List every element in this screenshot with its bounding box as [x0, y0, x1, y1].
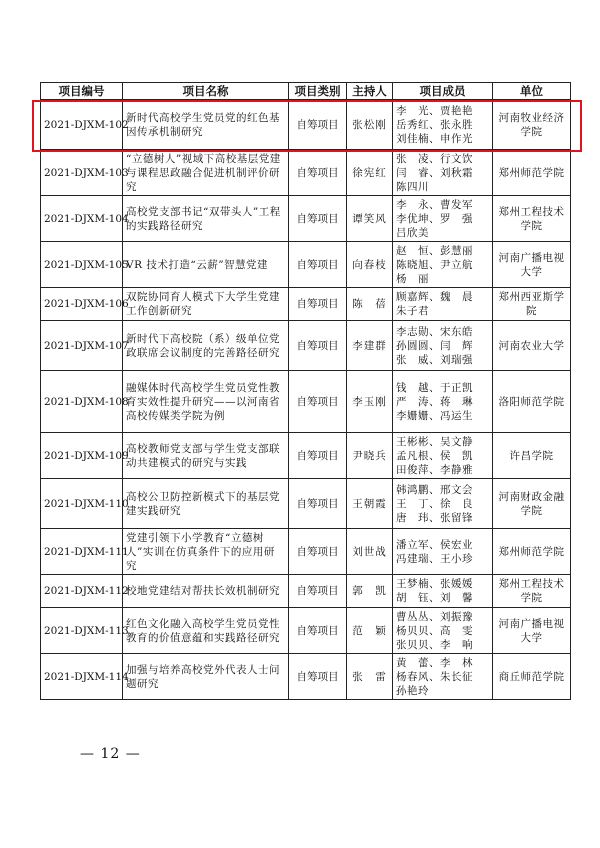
member-line: 陈四川: [396, 180, 429, 193]
cell-category: 自筹项目: [289, 321, 347, 371]
table-row: [41, 608, 571, 654]
cell-code: 2021-DJXM-105: [41, 242, 123, 288]
member-line: 李优坤、罗 强: [396, 212, 473, 225]
cell-unit: 郑州师范学院: [493, 529, 571, 575]
cell-host: 向春枝: [347, 242, 393, 288]
table-row: [41, 288, 571, 321]
member-line: 潘立军、侯宏业: [396, 538, 473, 551]
cell-code: 2021-DJXM-112: [41, 575, 123, 608]
cell-name: 校地党建结对帮扶长效机制研究: [123, 575, 289, 608]
table-row: [41, 575, 571, 608]
cell-members: [393, 479, 493, 529]
cell-category: 自筹项目: [289, 529, 347, 575]
cell-name: 加强与培养高校党外代表人士问题研究: [123, 654, 289, 700]
cell-members: [393, 150, 493, 196]
cell-category: 自筹项目: [289, 150, 347, 196]
table-row: [41, 196, 571, 242]
cell-members: [393, 575, 493, 608]
cell-code: 2021-DJXM-111: [41, 529, 123, 575]
member-line: 杨 丽: [396, 272, 429, 285]
cell-name: 高校教师党支部与学生党支部联动共建模式的研究与实践: [123, 433, 289, 479]
cell-category: 自筹项目: [289, 288, 347, 321]
member-line: 胡 钰、刘 馨: [396, 592, 473, 604]
member-line: 严 涛、蒋 琳: [396, 395, 473, 408]
project-table: [40, 82, 571, 700]
member-line: 田俊萍、李静雅: [396, 463, 473, 476]
table-header: [41, 83, 571, 100]
cell-members: [393, 321, 493, 371]
member-line: 杨春风、朱长征: [396, 670, 473, 683]
member-line: 黄 蕾、李 林: [396, 656, 473, 669]
member-line: 曹丛丛、刘振豫: [396, 610, 473, 623]
table-row: [41, 321, 571, 371]
cell-host: 李建群: [347, 321, 393, 371]
cell-category: 自筹项目: [289, 100, 347, 150]
member-line: 陈晓旭、尹立航: [396, 258, 473, 271]
member-line: 孙艳玲: [396, 684, 429, 697]
cell-name: 双院协同育人模式下大学生党建工作创新研究: [123, 288, 289, 321]
page-number: — 12 —: [80, 746, 141, 762]
cell-host: 郭 凯: [347, 575, 393, 608]
cell-code: 2021-DJXM-104: [41, 196, 123, 242]
cell-unit: 河南农业大学: [493, 321, 571, 371]
cell-name: 高校党支部书记“双带头人”工程的实践路径研究: [123, 196, 289, 242]
cell-category: 自筹项目: [289, 196, 347, 242]
table-row: [41, 100, 571, 150]
cell-members: [393, 371, 493, 433]
cell-members: [393, 529, 493, 575]
cell-name: 高校公卫防控新模式下的基层党建实践研究: [123, 479, 289, 529]
header-row: [41, 83, 571, 100]
cell-unit: 郑州师范学院: [493, 150, 571, 196]
member-line: 刘佳楠、申作光: [396, 132, 473, 145]
member-line: 唐 玮、张留锋: [396, 511, 473, 524]
member-line: 王梦楠、张媛媛: [396, 578, 473, 590]
cell-unit: 郑州工程技术学院: [493, 575, 571, 608]
cell-category: 自筹项目: [289, 608, 347, 654]
table-body: [41, 100, 571, 700]
cell-host: 谭笑风: [347, 196, 393, 242]
cell-code: 2021-DJXM-107: [41, 321, 123, 371]
cell-host: 徐宪红: [347, 150, 393, 196]
cell-host: 范 颖: [347, 608, 393, 654]
member-line: 吕欣美: [396, 226, 429, 239]
cell-unit: 洛阳师范学院: [493, 371, 571, 433]
cell-unit: 商丘师范学院: [493, 654, 571, 700]
member-line: 岳秀红、张永胜: [396, 118, 473, 131]
member-line: 张 威、刘瑞强: [396, 353, 473, 366]
header-host: 主持人: [347, 83, 393, 100]
cell-unit: 郑州工程技术学院: [493, 196, 571, 242]
cell-code: 2021-DJXM-113: [41, 608, 123, 654]
header-members: 项目成员: [393, 83, 493, 100]
header-unit: 单位: [493, 83, 571, 100]
cell-name: 融媒体时代高校学生党员党性教育实效性提升研究——以河南省高校传媒类学院为例: [123, 371, 289, 433]
header-name: 项目名称: [123, 83, 289, 100]
cell-code: 2021-DJXM-102: [41, 100, 123, 150]
member-line: 孟凡根、侯 凯: [396, 449, 473, 462]
cell-members: [393, 242, 493, 288]
table-row: [41, 529, 571, 575]
cell-unit: 河南牧业经济学院: [493, 100, 571, 150]
cell-name: 新时代高校学生党员党的红色基因传承机制研究: [123, 100, 289, 150]
cell-name: 党建引领下小学教育“立德树人”实训在仿真条件下的应用研究: [123, 529, 289, 575]
cell-code: 2021-DJXM-114: [41, 654, 123, 700]
cell-members: [393, 608, 493, 654]
cell-category: 自筹项目: [289, 654, 347, 700]
member-line: 王彬彬、吴文静: [396, 435, 473, 448]
cell-members: [393, 288, 493, 321]
cell-name: VR 技术打造“云薪”智慧党建: [123, 242, 289, 288]
cell-unit: 郑州西亚斯学院: [493, 288, 571, 321]
member-line: 王 丁、徐 良: [396, 497, 473, 510]
table-row: [41, 479, 571, 529]
member-line: 李 永、曹发军: [396, 198, 473, 211]
cell-category: 自筹项目: [289, 575, 347, 608]
cell-name: 新时代下高校院（系）级单位党政联席会议制度的完善路径研究: [123, 321, 289, 371]
member-line: 张 凌、行文饮: [396, 152, 473, 165]
member-line: 钱 越、于正凯: [396, 381, 473, 394]
cell-unit: 河南广播电视大学: [493, 242, 571, 288]
cell-host: 王朝霞: [347, 479, 393, 529]
member-line: 孙圆圆、闫 辉: [396, 339, 473, 352]
member-line: 闫 睿、刘秋霜: [396, 166, 473, 179]
header-code: 项目编号: [41, 83, 123, 100]
table-row: [41, 371, 571, 433]
cell-category: 自筹项目: [289, 479, 347, 529]
header-category: 项目类别: [289, 83, 347, 100]
cell-code: 2021-DJXM-103: [41, 150, 123, 196]
cell-code: 2021-DJXM-109: [41, 433, 123, 479]
cell-category: 自筹项目: [289, 433, 347, 479]
member-line: 李志勋、宋东皓: [396, 325, 473, 338]
member-line: 杨贝贝、高 雯: [396, 624, 473, 637]
table-row: [41, 242, 571, 288]
member-line: 韩鸿鹏、邢文会: [396, 483, 473, 496]
cell-category: 自筹项目: [289, 242, 347, 288]
cell-host: 陈 蓓: [347, 288, 393, 321]
cell-name: “立德树人”视域下高校基层党建与课程思政融合促进机制评价研究: [123, 150, 289, 196]
cell-host: 尹晓兵: [347, 433, 393, 479]
member-line: 冯建瑞、王小珍: [396, 552, 473, 565]
cell-code: 2021-DJXM-108: [41, 371, 123, 433]
cell-host: 李玉刚: [347, 371, 393, 433]
table-row: [41, 150, 571, 196]
member-line: 顾嘉辉、魏 晨: [396, 291, 473, 303]
member-line: 赵 恒、彭慧丽: [396, 244, 473, 257]
member-line: 李 光、贾艳艳: [396, 104, 473, 117]
cell-name: 红色文化融入高校学生党员党性教育的价值意蕴和实践路径研究: [123, 608, 289, 654]
cell-code: 2021-DJXM-110: [41, 479, 123, 529]
cell-unit: 许昌学院: [493, 433, 571, 479]
table-row: [41, 433, 571, 479]
cell-host: 刘世战: [347, 529, 393, 575]
cell-host: 张 雷: [347, 654, 393, 700]
cell-host: 张松刚: [347, 100, 393, 150]
cell-members: [393, 433, 493, 479]
cell-unit: 河南财政金融学院: [493, 479, 571, 529]
member-line: 朱子君: [396, 305, 429, 317]
cell-members: [393, 100, 493, 150]
member-line: 张贝贝、李 响: [396, 638, 473, 651]
table-row: [41, 654, 571, 700]
cell-unit: 河南广播电视大学: [493, 608, 571, 654]
cell-code: 2021-DJXM-106: [41, 288, 123, 321]
member-line: 李姗姗、冯运生: [396, 409, 473, 422]
cell-members: [393, 654, 493, 700]
cell-members: [393, 196, 493, 242]
cell-category: 自筹项目: [289, 371, 347, 433]
